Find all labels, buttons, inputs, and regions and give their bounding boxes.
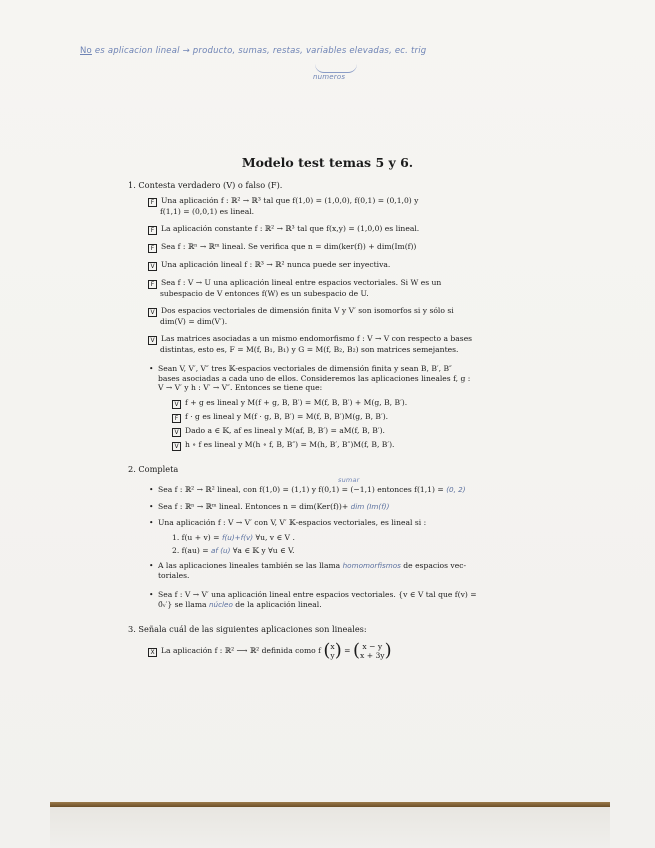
q1-item-7-line2: distintas, esto es, F = M(f, B₁, B₁) y G = M(f, B₂, B₂) son matrices semejantes. xyxy=(160,345,459,354)
q2-bullet-2 xyxy=(158,502,389,512)
q1-subitem-1 xyxy=(172,398,407,409)
q1-item-7 xyxy=(148,334,472,355)
q3-item-1-text: La aplicación f : ℝ² ⟶ ℝ² definida como f xyxy=(161,646,321,655)
q1-item-5-line1: Sea f : V → U una aplicación lineal entre espacios vectoriales. Si W es un xyxy=(161,278,442,287)
q2-bullet-1 xyxy=(158,485,466,495)
q2-bullet-4-answer[interactable]: homomorfismos xyxy=(342,561,401,570)
checkbox[interactable]: X xyxy=(148,648,157,657)
question-2-label: 2. Completa xyxy=(128,464,179,474)
q1-item-4 xyxy=(148,260,390,271)
q1-item-1 xyxy=(148,196,418,217)
checkbox[interactable]: F xyxy=(172,414,181,423)
checkbox[interactable]: V xyxy=(172,428,181,437)
right-paren: ) xyxy=(334,640,342,662)
q1-bullet-line1: Sean V, V′, V″ tres 𝕂-espacios vectoriales de dimensión finita y sean B, B′, B″ xyxy=(158,364,452,373)
handwritten-note-text: es aplicacion lineal → producto, sumas, restas, variables elevadas, ec. trig xyxy=(94,46,427,56)
checkbox[interactable]: F xyxy=(148,226,157,235)
q2-cond-2-pre: 2. f(au) = xyxy=(172,546,209,555)
q1-item-3 xyxy=(148,242,416,253)
q1-subitem-2-text: f · g es lineal y M(f · g, B, B′) = M(f, B, B′)M(g, B, B′). xyxy=(185,412,389,421)
q2-bullet-4-post: de espacios vec- xyxy=(403,561,467,570)
q2-bullet-5-answer[interactable]: núcleo xyxy=(208,599,233,609)
checkbox[interactable]: F xyxy=(148,198,157,207)
q2-bullet-4-pre: A las aplicaciones lineales también se las llama xyxy=(158,561,341,570)
q1-item-2-line1: La aplicación constante f : ℝ² → ℝ³ tal que f(x,y) = (1,0,0) es lineal. xyxy=(161,224,420,233)
q2-bullet-5 xyxy=(158,590,477,609)
q1-bullet xyxy=(158,364,470,393)
q2-bullet-3-text: Una aplicación f : V → V′ con V, V′ 𝕂-espacios vectoriales, es lineal si : xyxy=(158,518,427,527)
q1-bullet-line3: V → V′ y h : V′ → V″. Entonces se tiene que: xyxy=(158,383,323,393)
equals-sign: = xyxy=(344,646,351,656)
q1-subitem-2 xyxy=(172,412,388,423)
q2-bullet-3 xyxy=(158,518,426,528)
q1-item-5 xyxy=(148,278,441,299)
q2-cond-2-answer[interactable]: af (u) xyxy=(211,546,231,555)
q2-bullet-3-cond-2 xyxy=(172,546,295,556)
q1-subitem-4-text: h ∘ f es lineal y M(h ∘ f, B, B″) = M(h, B′, B″)M(f, B, B′). xyxy=(185,440,395,449)
q1-bullet-line2: bases asociadas a cada uno de ellos. Consideremos las aplicaciones lineales f, g : xyxy=(158,373,471,383)
checkbox[interactable]: V xyxy=(148,308,157,317)
q1-item-7-line1: Las matrices asociadas a un mismo endomorfismo f : V → V con respecto a bases xyxy=(161,334,473,343)
q1-subitem-3-text: Dado a ∈ 𝕂, af es lineal y M(af, B, B′) = aM(f, B, B′). xyxy=(185,426,385,435)
checkbox[interactable]: F xyxy=(148,280,157,289)
q2-bullet-4-line2: toriales. xyxy=(158,570,190,580)
q2-cond-1-post: ∀u, v ∈ V . xyxy=(255,533,295,542)
q2-bullet-3-cond-1 xyxy=(172,533,295,543)
q1-item-2 xyxy=(148,224,419,235)
q2-bullet-5-pre: 0̄ᵥ′} se llama xyxy=(158,599,207,609)
handwritten-note xyxy=(80,46,426,56)
output-vector xyxy=(360,642,385,660)
checkbox[interactable]: F xyxy=(148,244,157,253)
checkbox[interactable]: V xyxy=(172,400,181,409)
handwritten-brace xyxy=(315,64,357,73)
handwritten-subnote: numeros xyxy=(313,73,346,81)
right-paren: ) xyxy=(384,640,392,662)
q2-cond-2-post: ∀a ∈ 𝕂 y ∀u ∈ V. xyxy=(232,546,295,555)
q2-bullet-5-line1: Sea f : V → V′ una aplicación lineal entre espacios vectoriales. {v ∈ V tal que f(v) = xyxy=(158,590,477,599)
input-vector-bottom: y xyxy=(330,651,335,660)
q1-item-6-line1: Dos espacios vectoriales de dimensión finita V y V′ son isomorfos si y sólo si xyxy=(161,306,454,315)
checkbox[interactable]: V xyxy=(172,442,181,451)
q3-item-1 xyxy=(148,642,392,660)
input-vector-top: x xyxy=(330,642,335,651)
q1-item-3-line1: Sea f : ℝⁿ → ℝᵐ lineal. Se verifica que n = dim(ker(f)) + dim(Im(f)) xyxy=(161,242,417,251)
q1-item-6-line2: dim(V) = dim(V′). xyxy=(160,317,228,326)
q2-bullet-2-text: Sea f : ℝⁿ → ℝᵐ lineal. Entonces n = dim(Ker(f))+ xyxy=(158,502,349,511)
page-title: Modelo test temas 5 y 6. xyxy=(241,155,414,170)
output-vector-bottom: x + 3y xyxy=(360,651,385,660)
q1-item-5-line2: subespacio de V entonces f(W) es un subespacio de U. xyxy=(160,289,369,298)
q2-cond-1-answer[interactable]: f(u)+f(v) xyxy=(221,533,254,542)
handwritten-no: No xyxy=(80,46,92,56)
q2-cond-1-pre: 1. f(u + v) = xyxy=(172,533,220,542)
q1-subitem-3 xyxy=(172,426,385,437)
checkbox[interactable]: V xyxy=(148,262,157,271)
checkbox[interactable]: V xyxy=(148,336,157,345)
output-vector-top: x − y xyxy=(362,642,383,651)
left-paren: ( xyxy=(352,640,360,662)
q2-bullet-5-post: de la aplicación lineal. xyxy=(235,599,322,609)
q1-subitem-4 xyxy=(172,440,394,451)
q2-bullet-1-text: Sea f : ℝ² → ℝ² lineal, con f(1,0) = (1,1) y f(0,1) = (−1,1) entonces f(1,1) = xyxy=(158,485,444,494)
q2-bullet-2-answer[interactable]: dim (Im(f)) xyxy=(350,502,390,511)
left-paren: ( xyxy=(323,640,331,662)
page-edge-shadow xyxy=(50,807,610,848)
question-3-label: 3. Señala cuál de las siguientes aplicaciones son lineales: xyxy=(128,624,367,634)
q2-bullet-4 xyxy=(158,561,466,580)
q1-item-4-line1: Una aplicación lineal f : ℝ³ → ℝ² nunca puede ser inyectiva. xyxy=(161,260,391,269)
q1-subitem-1-text: f + g es lineal y M(f + g, B, B′) = M(f, B, B′) + M(g, B, B′). xyxy=(185,398,408,407)
q1-item-1-line2: f(1,1) = (0,0,1) es lineal. xyxy=(160,207,255,216)
handwritten-sumar: sumar xyxy=(338,476,360,484)
q2-bullet-1-answer[interactable]: (0, 2) xyxy=(446,485,466,494)
q1-item-6 xyxy=(148,306,454,327)
q1-item-1-line1: Una aplicación f : ℝ² → ℝ³ tal que f(1,0) = (1,0,0), f(0,1) = (0,1,0) y xyxy=(161,196,419,205)
question-1-label: 1. Contesta verdadero (V) o falso (F). xyxy=(128,180,283,190)
